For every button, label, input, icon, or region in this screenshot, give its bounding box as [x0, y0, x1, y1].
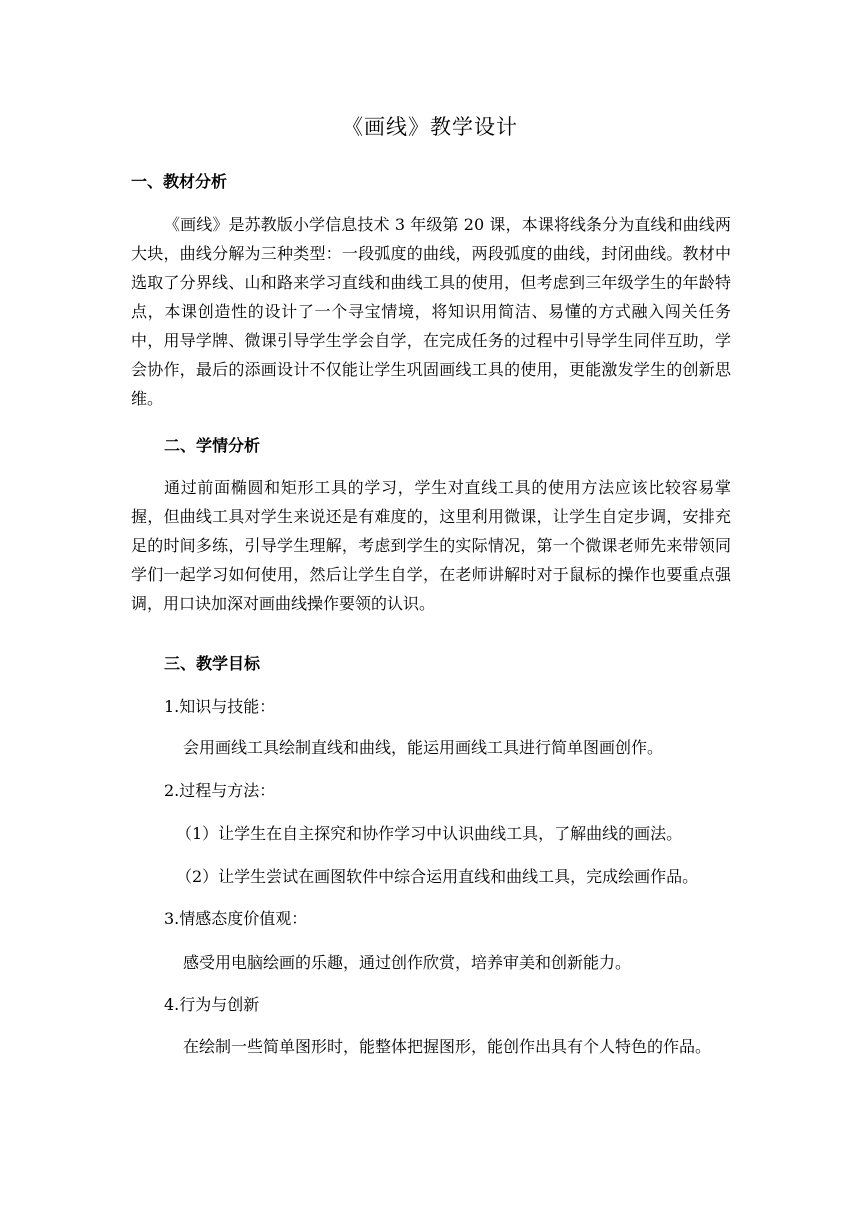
section-paragraph-student-analysis: 通过前面椭圆和矩形工具的学习，学生对直线工具的使用方法应该比较容易掌握，但曲线工具对学生来说还是有难度的，这里利用微课，让学生自定步调，安排充足的时间多练，引导学生理解，考虑到学生的实际情况，第一个微课老师先来带领同学们一起学习如何使用，然后让学生自学，在老师讲解时对于鼠标的操作也要重点强调，用口诀加深对画曲线操作要领的认识。 [131, 478, 731, 613]
goal-item: 在绘制一些简单图形时，能整体把握图形，能创作出具有个人特色的作品。 [183, 1037, 712, 1056]
goal-item: 2.过程与方法： [164, 781, 276, 800]
goal-item: （2）让学生尝试在画图软件中综合运用直线和曲线工具，完成绘画作品。 [176, 867, 699, 886]
document-title: 《画线》教学设计 [342, 115, 518, 139]
goal-item: （1）让学生在自主探究和协作学习中认识曲线工具，了解曲线的画法。 [176, 824, 683, 843]
goal-item: 感受用电脑绘画的乐趣，通过创作欣赏，培养审美和创新能力。 [183, 953, 632, 972]
section-paragraph-textbook-analysis: 《画线》是苏教版小学信息技术 3 年级第 20 课，本课将线条分为直线和曲线两大块，曲线分解为三种类型：一段弧度的曲线，两段弧度的曲线，封闭曲线。教材中选取了分界线、山和路来学习直线和曲线工具的使用，但考虑到三年级学生的年龄特点，本课创造性的设计了一个寻宝情境，将知识用简洁、易懂的方式融入闯关任务中，用导学牌、微课引导学生学会自学，在完成任务的过程中引导学生同伴互助，学会协作，最后的添画设计不仅能让学生巩固画线工具的使用，更能激发学生的创新思维。 [131, 215, 731, 408]
section-heading-textbook-analysis: 一、教材分析 [131, 172, 228, 191]
section-heading-teaching-goals: 三、教学目标 [164, 654, 261, 673]
goal-item: 4.行为与创新 [164, 995, 260, 1014]
section-heading-student-analysis: 二、学情分析 [164, 436, 261, 455]
goal-item: 会用画线工具绘制直线和曲线，能运用画线工具进行简单图画创作。 [183, 738, 664, 757]
goal-item: 3.情感态度价值观： [164, 909, 308, 928]
goal-item: 1.知识与技能： [164, 697, 276, 716]
